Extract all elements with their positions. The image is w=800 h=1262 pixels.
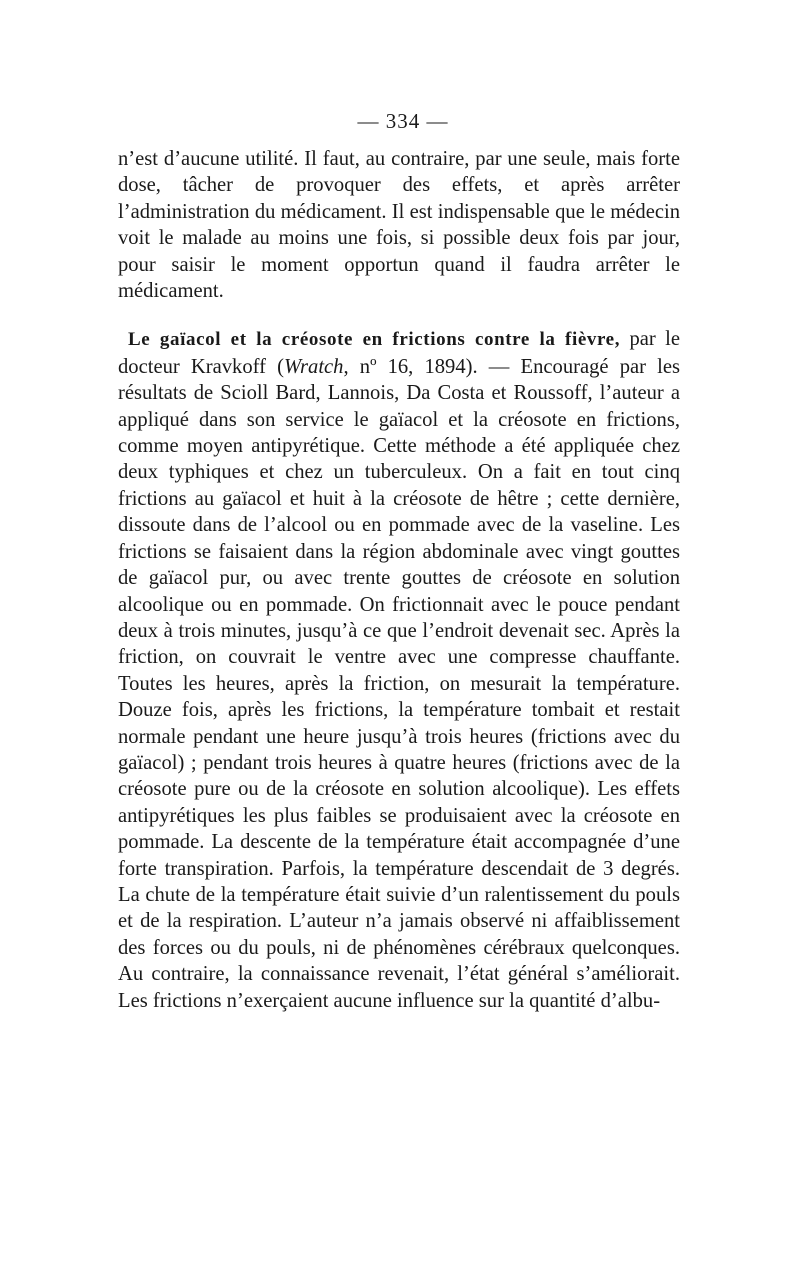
article-body: Encouragé par les résultats de Scioll Bard, Lannois, Da Costa et Roussoff, l’auteur a appliqué dans son service le gaïacol et la créosote en frictions, comme moyen antipyrétique. Cette méthode a été appliquée chez deux typhiques et chez un tuberculeux. On a fait en tout cinq frictions au gaïacol et huit à la créosote de hêtre ; cette dernière, dissoute dans de l’alcool ou en pommade avec de la vaseline. Les frictions se faisaient dans la région abdominale avec vingt gouttes de gaïacol pur, ou avec trente gouttes de créosote en solution alcoolique ou en pommade. On frictionnait avec le pouce pendant deux à trois minutes, jusqu’à ce que l’endroit devenait sec. Après la friction, on couvrait le ventre avec une compresse chauffante. Toutes les heures, après la friction, on mesurait la température. Douze fois, après les frictions, la température tombait et restait normale pendant une heure jusqu’à trois heures (frictions avec du gaïacol) ; pendant trois heures à quatre heures (frictions avec de la créosote pure ou de la créosote en solution alcoolique). Les effets antipyrétiques les plus faibles se produisaient avec la créosote en pommade. La descente de la température était accompagnée d’une forte transpiration. Parfois, la température descendait de 3 degrés. La chute de la température était suivie d’un ralentissement du pouls et de la respiration. L’auteur n’a jamais observé ni affaiblissement des forces ou du pouls, ni de phénomènes cérébraux quelconques. Au contraire, la connaissance revenait, l’état général s’améliorait. Les frictions n’exerçaient aucune influence sur la quantité d’albu- <box>118 355 680 1012</box>
article-paragraph <box>118 326 680 1014</box>
paragraph-continued: n’est d’aucune utilité. Il faut, au contraire, par une seule, mais forte dose, tâcher de provoquer des effets, et après arrêter l’administration du médicament. Il est indispensable que le médecin voit le malade au moins une fois, si possible deux fois par jour, pour saisir le moment opportun quand il faudra arrêter le médicament. <box>118 148 680 303</box>
journal-title: Wratch <box>283 355 344 378</box>
book-page <box>118 108 680 1014</box>
article-byline-end: , nº 16, 1894). — <box>343 355 521 378</box>
article-heading: Le gaïacol et la créosote en frictions contre la fièvre, <box>128 329 621 351</box>
page-number: — 334 — <box>357 109 449 133</box>
article-byline-start: par le docteur Kravkoff ( <box>118 328 680 378</box>
